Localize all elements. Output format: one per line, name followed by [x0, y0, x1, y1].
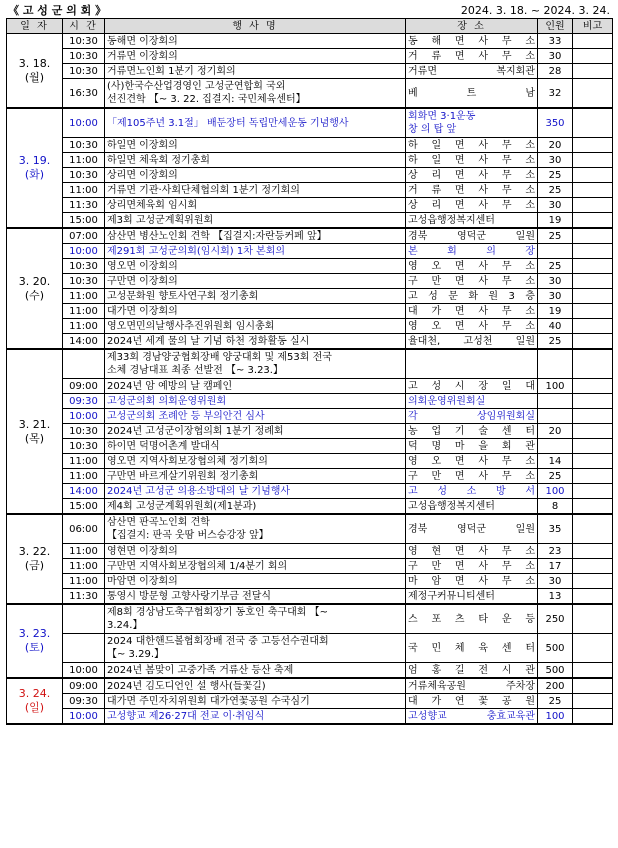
event-cell: 「제105주년 3.1절」 배둔장터 독립만세운동 기념행사 [105, 108, 406, 138]
table-row [7, 319, 613, 334]
time-cell: 15:00 [63, 499, 105, 515]
time-cell: 11:00 [63, 559, 105, 574]
place-cell: 영 오 면 사 무 소 [406, 259, 538, 274]
count-cell: 28 [538, 64, 573, 79]
table-row [7, 484, 613, 499]
note-cell [573, 424, 613, 439]
count-cell: 100 [538, 709, 573, 725]
table-header-row [7, 19, 613, 34]
event-cell: 2024년 세계 물의 날 기념 하천 정화활동 실시 [105, 334, 406, 350]
column-header-place: 장 소 [406, 19, 538, 34]
table-row [7, 79, 613, 109]
note-cell [573, 274, 613, 289]
time-cell: 11:00 [63, 454, 105, 469]
table-row [7, 108, 613, 138]
table-row [7, 183, 613, 198]
table-row [7, 244, 613, 259]
count-cell: 32 [538, 79, 573, 109]
event-cell: 상리면체육회 임시회 [105, 198, 406, 213]
event-cell: 거류면 이장회의 [105, 49, 406, 64]
event-cell: 2024년 봄맞이 고중가족 거류산 등산 축제 [105, 663, 406, 679]
table-row [7, 49, 613, 64]
time-cell: 11:00 [63, 289, 105, 304]
count-cell: 23 [538, 544, 573, 559]
note-cell [573, 604, 613, 634]
note-cell [573, 409, 613, 424]
table-row [7, 349, 613, 379]
date-cell: 3. 19. (화) [7, 108, 63, 228]
time-cell [63, 634, 105, 663]
time-cell: 09:30 [63, 694, 105, 709]
time-cell: 11:00 [63, 153, 105, 168]
count-cell: 30 [538, 198, 573, 213]
count-cell: 500 [538, 663, 573, 679]
event-cell: 제3회 고성군계획위원회 [105, 213, 406, 229]
table-row [7, 678, 613, 694]
count-cell: 25 [538, 228, 573, 244]
time-cell: 11:30 [63, 198, 105, 213]
note-cell [573, 34, 613, 49]
table-row [7, 454, 613, 469]
event-cell: 2024년 암 예방의 날 캠페인 [105, 379, 406, 394]
note-cell [573, 153, 613, 168]
time-cell: 11:00 [63, 304, 105, 319]
place-cell: 대 가 연 꽃 공 원 [406, 694, 538, 709]
event-cell: 삼산면 병산노인회 견학 【집결지:자란등커페 앞】 [105, 228, 406, 244]
place-cell: 고성향교 충효교육관 [406, 709, 538, 725]
event-cell: 삼산면 판곡노인회 견학 【집결지: 판곡 웃땀 버스승강장 앞】 [105, 514, 406, 544]
place-cell: 상 리 면 사 무 소 [406, 198, 538, 213]
place-cell: 고 성 소 방 서 [406, 484, 538, 499]
table-row [7, 694, 613, 709]
note-cell [573, 228, 613, 244]
event-cell: 영오면 이장회의 [105, 259, 406, 274]
event-cell: 거류면 기관·사회단체협의회 1분기 정기회의 [105, 183, 406, 198]
event-cell: 고성향교 제26·27대 전교 이·취임식 [105, 709, 406, 725]
note-cell [573, 394, 613, 409]
event-cell: 거류면노인회 1분기 정기회의 [105, 64, 406, 79]
count-cell: 33 [538, 34, 573, 49]
document-header [6, 4, 612, 18]
place-cell: 회화면 3·1운동 창 의 탑 앞 [406, 108, 538, 138]
table-row [7, 544, 613, 559]
table-row [7, 589, 613, 605]
time-cell: 10:30 [63, 424, 105, 439]
time-cell: 10:00 [63, 409, 105, 424]
schedule-period: 2024. 3. 18. ~ 2024. 3. 24. [460, 4, 610, 17]
note-cell [573, 709, 613, 725]
note-cell [573, 439, 613, 454]
time-cell: 11:00 [63, 544, 105, 559]
place-cell: 베 트 남 [406, 79, 538, 109]
place-cell: 거 류 면 사 무 소 [406, 49, 538, 64]
time-cell: 10:30 [63, 34, 105, 49]
table-row [7, 34, 613, 49]
place-cell: 상 리 면 사 무 소 [406, 168, 538, 183]
note-cell [573, 454, 613, 469]
note-cell [573, 634, 613, 663]
count-cell: 25 [538, 183, 573, 198]
note-cell [573, 319, 613, 334]
table-row [7, 394, 613, 409]
count-cell: 8 [538, 499, 573, 515]
time-cell: 11:00 [63, 319, 105, 334]
time-cell: 10:00 [63, 244, 105, 259]
place-cell: 영 오 면 사 무 소 [406, 454, 538, 469]
event-cell: 고성군의회 조례안 등 부의안건 심사 [105, 409, 406, 424]
time-cell: 14:00 [63, 484, 105, 499]
count-cell: 25 [538, 259, 573, 274]
note-cell [573, 663, 613, 679]
note-cell [573, 574, 613, 589]
time-cell: 06:00 [63, 514, 105, 544]
time-cell: 16:30 [63, 79, 105, 109]
table-row [7, 559, 613, 574]
date-cell: 3. 18. (월) [7, 34, 63, 109]
count-cell: 19 [538, 213, 573, 229]
place-cell: 대 가 면 사 무 소 [406, 304, 538, 319]
table-row [7, 213, 613, 229]
note-cell [573, 469, 613, 484]
event-cell: 영현면 이장회의 [105, 544, 406, 559]
event-cell: 2024년 고성군이장협의회 1분기 정례회 [105, 424, 406, 439]
time-cell: 10:30 [63, 274, 105, 289]
count-cell: 40 [538, 319, 573, 334]
table-row [7, 469, 613, 484]
event-cell: 2024 대한핸드볼협회장배 전국 중 고등선수권대회 【~ 3.29.】 [105, 634, 406, 663]
count-cell: 500 [538, 634, 573, 663]
place-cell: 스 포 츠 타 운 등 [406, 604, 538, 634]
place-cell: 엄 홍 길 전 시 관 [406, 663, 538, 679]
place-cell: 덕 명 마 을 회 관 [406, 439, 538, 454]
place-cell: 고 성 문 화 원 3 층 [406, 289, 538, 304]
place-cell: 구 만 면 사 무 소 [406, 274, 538, 289]
event-cell: 고성군의회 의회운영위원회 [105, 394, 406, 409]
event-cell: 2024년 김도디언인 설 행사(들꽃길) [105, 678, 406, 694]
schedule-table [6, 18, 613, 725]
note-cell [573, 213, 613, 229]
place-cell: 농 업 기 술 센 터 [406, 424, 538, 439]
note-cell [573, 198, 613, 213]
table-row [7, 228, 613, 244]
count-cell: 25 [538, 469, 573, 484]
table-row [7, 259, 613, 274]
table-row [7, 274, 613, 289]
column-header-event: 행 사 명 [105, 19, 406, 34]
count-cell: 14 [538, 454, 573, 469]
note-cell [573, 289, 613, 304]
event-cell: 동해면 이장회의 [105, 34, 406, 49]
event-cell: 2024년 고성군 의용소방대의 날 기념행사 [105, 484, 406, 499]
note-cell [573, 514, 613, 544]
event-cell: 하일면 이장회의 [105, 138, 406, 153]
place-cell: 마 암 면 사 무 소 [406, 574, 538, 589]
event-cell: 고성문화원 향토사연구회 정기총회 [105, 289, 406, 304]
time-cell: 09:00 [63, 678, 105, 694]
place-cell: 각 상임위원회실 [406, 409, 538, 424]
place-cell: 고성읍행정복지센터 [406, 213, 538, 229]
count-cell [538, 244, 573, 259]
event-cell: 상리면 이장회의 [105, 168, 406, 183]
count-cell [538, 409, 573, 424]
event-cell: 하일면 체육회 정기총회 [105, 153, 406, 168]
table-row [7, 709, 613, 725]
time-cell: 11:30 [63, 589, 105, 605]
note-cell [573, 49, 613, 64]
table-row [7, 514, 613, 544]
column-header-note: 비고 [573, 19, 613, 34]
event-cell: (사)한국수산업경영인 고성군연합회 국외 선진견학 【~ 3. 22. 집결지: 국민체육센터】 [105, 79, 406, 109]
note-cell [573, 304, 613, 319]
column-header-count: 인원 [538, 19, 573, 34]
note-cell [573, 259, 613, 274]
count-cell: 20 [538, 424, 573, 439]
count-cell: 350 [538, 108, 573, 138]
count-cell: 20 [538, 138, 573, 153]
event-cell: 대가면 이장회의 [105, 304, 406, 319]
note-cell [573, 108, 613, 138]
note-cell [573, 544, 613, 559]
event-cell: 구만면 바르게살기위원회 정기총회 [105, 469, 406, 484]
table-row [7, 334, 613, 350]
date-cell: 3. 24. (일) [7, 678, 63, 724]
count-cell: 30 [538, 274, 573, 289]
count-cell: 19 [538, 304, 573, 319]
date-cell: 3. 21. (목) [7, 349, 63, 514]
count-cell: 30 [538, 49, 573, 64]
table-row [7, 604, 613, 634]
note-cell [573, 183, 613, 198]
place-cell: 영 현 면 사 무 소 [406, 544, 538, 559]
event-cell: 제8회 경상남도축구협회장기 동호인 축구대회 【~ 3.24.】 [105, 604, 406, 634]
place-cell: 영 오 면 사 무 소 [406, 319, 538, 334]
note-cell [573, 334, 613, 350]
event-cell: 대가면 주민자치위원회 대가연꽃공원 수국심기 [105, 694, 406, 709]
note-cell [573, 678, 613, 694]
place-cell: 동 해 면 사 무 소 [406, 34, 538, 49]
event-cell: 제33회 경남양궁협회장배 양궁대회 및 제53회 전국 소체 경남대표 최종 선발전 【~ 3.23.】 [105, 349, 406, 379]
table-row [7, 634, 613, 663]
table-row [7, 499, 613, 515]
time-cell: 14:00 [63, 334, 105, 350]
table-row [7, 198, 613, 213]
event-cell: 통영시 방문형 고향사랑기부금 전달식 [105, 589, 406, 605]
time-cell [63, 349, 105, 379]
time-cell: 10:30 [63, 168, 105, 183]
place-cell: 거류체육공원 주차장 [406, 678, 538, 694]
note-cell [573, 64, 613, 79]
count-cell: 30 [538, 289, 573, 304]
time-cell: 11:00 [63, 183, 105, 198]
table-row [7, 64, 613, 79]
place-cell: 구 만 면 사 무 소 [406, 469, 538, 484]
table-row [7, 439, 613, 454]
place-cell [406, 349, 538, 379]
event-cell: 구만면 이장회의 [105, 274, 406, 289]
note-cell [573, 168, 613, 183]
table-row [7, 574, 613, 589]
count-cell: 250 [538, 604, 573, 634]
count-cell [538, 394, 573, 409]
date-cell: 3. 23. (토) [7, 604, 63, 678]
place-cell: 경북 영덕군 일원 [406, 228, 538, 244]
place-cell: 본 회 의 장 [406, 244, 538, 259]
table-row [7, 663, 613, 679]
place-cell: 의회운영위원회실 [406, 394, 538, 409]
note-cell [573, 499, 613, 515]
table-row [7, 168, 613, 183]
time-cell: 10:30 [63, 49, 105, 64]
table-row [7, 138, 613, 153]
time-cell: 10:30 [63, 138, 105, 153]
count-cell [538, 349, 573, 379]
date-cell: 3. 22. (금) [7, 514, 63, 604]
note-cell [573, 559, 613, 574]
event-cell: 영오면 지역사회보장협의체 정기회의 [105, 454, 406, 469]
place-cell: 하 일 면 사 무 소 [406, 138, 538, 153]
place-cell: 거 류 면 사 무 소 [406, 183, 538, 198]
count-cell: 30 [538, 153, 573, 168]
count-cell: 17 [538, 559, 573, 574]
table-row [7, 289, 613, 304]
time-cell: 09:00 [63, 379, 105, 394]
count-cell: 100 [538, 484, 573, 499]
note-cell [573, 484, 613, 499]
place-cell: 국 민 체 육 센 터 [406, 634, 538, 663]
count-cell: 25 [538, 168, 573, 183]
note-cell [573, 79, 613, 109]
place-cell: 하 일 면 사 무 소 [406, 153, 538, 168]
document-title: 《 고 성 군 의 회 》 [8, 4, 107, 17]
count-cell: 25 [538, 694, 573, 709]
table-row [7, 153, 613, 168]
table-row [7, 304, 613, 319]
column-header-date: 일 자 [7, 19, 63, 34]
time-cell: 10:00 [63, 663, 105, 679]
note-cell [573, 379, 613, 394]
event-cell: 마암면 이장회의 [105, 574, 406, 589]
time-cell: 11:00 [63, 574, 105, 589]
time-cell: 07:00 [63, 228, 105, 244]
time-cell: 10:30 [63, 64, 105, 79]
count-cell: 13 [538, 589, 573, 605]
place-cell: 경북 영덕군 일원 [406, 514, 538, 544]
time-cell: 15:00 [63, 213, 105, 229]
place-cell: 고 성 시 장 일 대 [406, 379, 538, 394]
note-cell [573, 138, 613, 153]
note-cell [573, 349, 613, 379]
count-cell: 35 [538, 514, 573, 544]
date-cell: 3. 20. (수) [7, 228, 63, 349]
place-cell: 거류면 복지회관 [406, 64, 538, 79]
place-cell: 고성읍행정복지센터 [406, 499, 538, 515]
note-cell [573, 694, 613, 709]
event-cell: 제291회 고성군의회(임시회) 1차 본회의 [105, 244, 406, 259]
schedule-body [7, 34, 613, 725]
time-cell: 10:30 [63, 439, 105, 454]
event-cell: 제4회 고성군계획위원회(제1분과) [105, 499, 406, 515]
table-row [7, 424, 613, 439]
time-cell: 11:00 [63, 469, 105, 484]
note-cell [573, 244, 613, 259]
event-cell: 하이면 덕명어촌계 발대식 [105, 439, 406, 454]
event-cell: 구만면 지역사회보장협의체 1/4분기 회의 [105, 559, 406, 574]
place-cell: 구 만 면 사 무 소 [406, 559, 538, 574]
count-cell: 25 [538, 334, 573, 350]
event-cell: 영오면민의날행사추진위원회 임시총회 [105, 319, 406, 334]
time-cell: 10:00 [63, 709, 105, 725]
count-cell: 200 [538, 678, 573, 694]
place-cell: 율대천, 고성천 일원 [406, 334, 538, 350]
count-cell [538, 439, 573, 454]
time-cell: 10:30 [63, 259, 105, 274]
place-cell: 제정구커뮤니티센터 [406, 589, 538, 605]
note-cell [573, 589, 613, 605]
time-cell: 09:30 [63, 394, 105, 409]
column-header-time: 시 간 [63, 19, 105, 34]
time-cell: 10:00 [63, 108, 105, 138]
count-cell: 100 [538, 379, 573, 394]
table-row [7, 409, 613, 424]
time-cell [63, 604, 105, 634]
table-row [7, 379, 613, 394]
count-cell: 30 [538, 574, 573, 589]
